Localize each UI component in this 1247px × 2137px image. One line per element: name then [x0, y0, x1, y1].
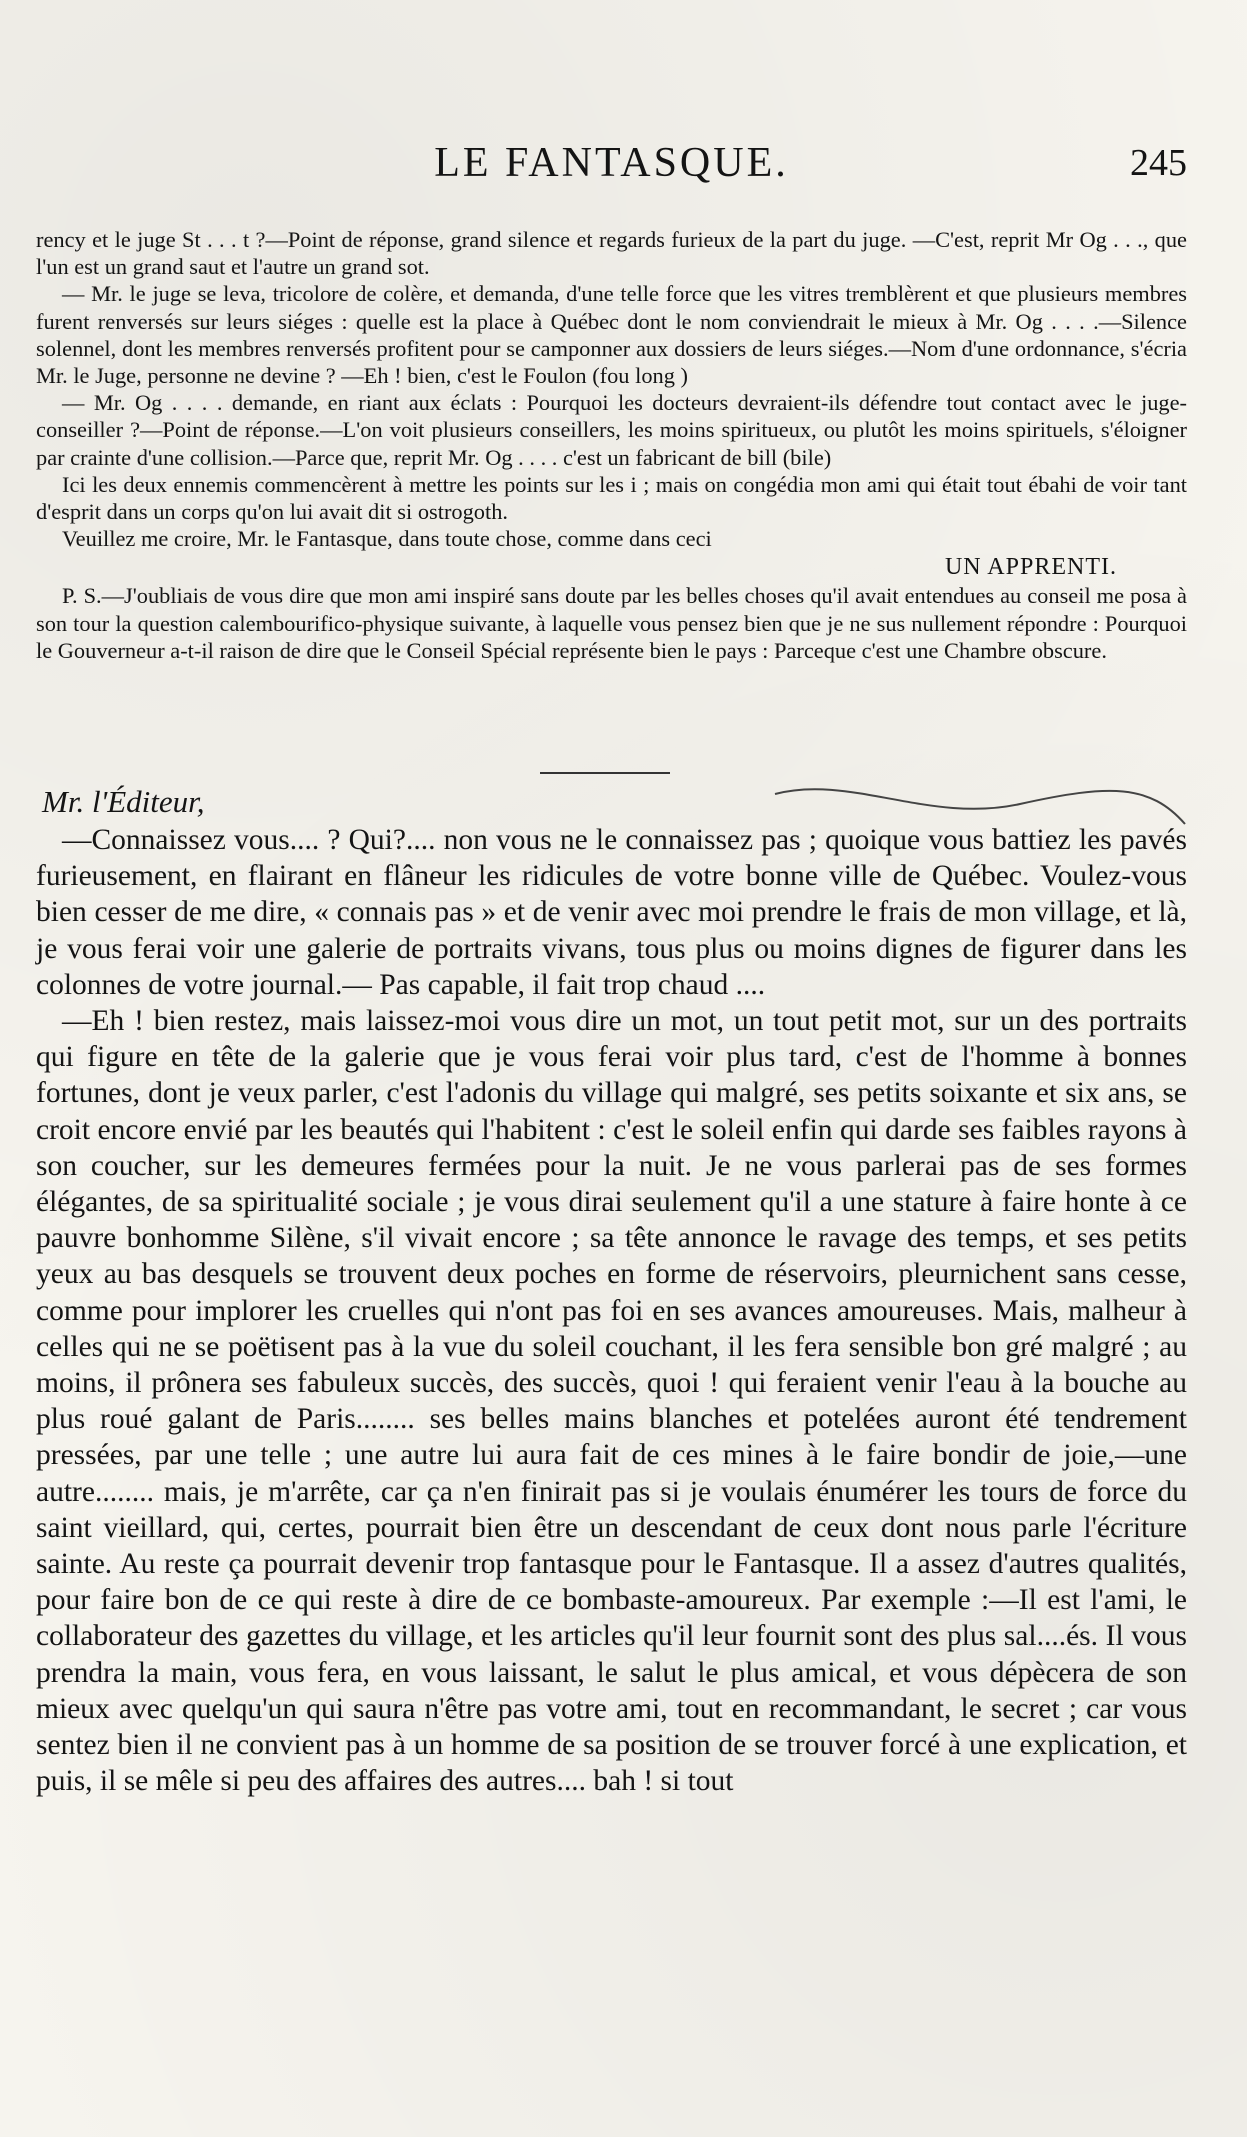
paragraph: Ici les deux ennemis commencèrent à mettre les points sur les i ; mais on congédia mon ami qui était tout ébahi de voir tant d'esprit dans un corps qu'on lui avait dit si ostrogoth. [36, 471, 1187, 525]
paragraph: — Mr. le juge se leva, tricolore de colère, et demanda, d'une telle force que les vitres tremblèrent et que plusieurs membres furent renversés sur leurs siéges : quelle est la place à Québec dont le nom conviendrait le mieux à Mr. Og . . . .—Silence solennel, dont les membres renversés profitent pour se camponner aux dossiers de leurs siéges.—Nom d'une ordonnance, s'écria Mr. le Juge, personne ne devine ? —Eh ! bien, c'est le Foulon (fou long ) [36, 281, 1187, 389]
paragraph: —Connaissez vous.... ? Qui?.... non vous ne le connaissez pas ; quoique vous battiez les pavés furieusement, en flairant en flâneur les ridicules de votre bonne ville de Québec. Voulez-vous bien cesser de me dire, « connais pas » et de venir avec moi prendre le frais de mon village, et là, je vous ferai voir une galerie de portraits vivans, tous plus ou moins dignes de figurer dans les colonnes de votre journal.— Pas capable, il fait trop chaud .... [36, 824, 1187, 1001]
running-head [36, 138, 1187, 188]
paragraph: — Mr. Og . . . . demande, en riant aux éclats : Pourquoi les docteurs devraient-ils défendre tout contact avec le juge-conseiller ?—Point de réponse.—L'on voit plusieurs conseillers, les moins spiritueux, ou plutôt les moins spirituels, s'éloigner par crainte d'une collision.—Parce que, reprit Mr. Og . . . . c'est un fabricant de bill (bile) [36, 390, 1187, 470]
paragraph: —Eh ! bien restez, mais laissez-moi vous dire un mot, un tout petit mot, sur un des portraits qui figure en tête de la galerie que je vous ferai voir plus tard, c'est de l'homme à bonnes fortunes, dont je veux parler, c'est l'adonis du village qui malgré, ses petits soixante et six ans, se croit encore envié par les beautés qui l'habitent : c'est le soleil enfin qui darde ses faibles rayons à son coucher, sur les demeures fermées pour la nuit. Je ne vous parlerai pas de ses formes élégantes, de sa spiritualité sociale ; je vous dirai seulement qu'il a une stature à faire honte à ce pauvre bonhomme Silène, s'il vivait encore ; sa tête annonce le ravage des temps, et ses petits yeux au bas desquels se trouvent deux poches en forme de réservoirs, pleurnichent sans cesse, comme pour implorer les cruelles qui n'ont pas foi en ses avances amoureuses. Mais, malheur à celles qui ne se poëtisent pas à la vue du soleil couchant, il les fera sensible bon gré malgré ; au moins, il prônera ses fabuleux succès, des succès, quoi ! qui feraient venir l'eau à la bouche au plus roué galant de Paris........ ses belles mains blanches et potelées auront été tendrement pressées, par une telle ; une autre lui aura fait de ces mines à le faire bondir de joie,—une autre........ mais, je m'arrête, car ça n'en finirait pas si je voulais énumérer les tours de force du saint vieillard, qui, certes, pourrait bien être un descendant de ceux dont nous parle l'écriture sainte. Au reste ça pourrait devenir trop fantasque pour le Fantasque. Il a assez d'autres qualités, pour faire bon de ce qui reste à dire de ce bombaste-amoureux. Par exemple :—Il est l'ami, le collaborateur des gazettes du village, et les articles qu'il leur fournit sont des plus sal....és. Il vous prendra la main, vous fera, en vous laissant, le salut le plus amical, et vous dépècera de son mieux avec quelqu'un qui saura n'être pas votre ami, tout en recommandant, le secret ; car vous sentez bien il ne convient pas à un homme de sa position de se trouver forcé à une explication, et puis, il se mêle si peu des affaires des autres.... bah ! si tout [36, 1005, 1187, 1798]
postscript: P. S.—J'oubliais de vous dire que mon ami inspiré sans doute par les belles choses qu'il avait entendues au conseil me posa à son tour la question calembourifico-physique suivante, à laquelle vous pensez bien que je ne sus nullement répondre : Pourquoi le Gouverneur a-t-il raison de dire que le Conseil Spécial représente bien le pays : Parceque c'est une Chambre obscure. [36, 583, 1187, 663]
running-title: LE FANTASQUE. [434, 140, 789, 186]
paragraph: rency et le juge St . . . t ?—Point de réponse, grand silence et regards furieux de la part du juge. —C'est, reprit Mr Og . . ., que l'un est un grand saut et l'autre un grand sot. [36, 227, 1187, 280]
signature: UN APPRENTI. [944, 554, 1117, 581]
section-divider [540, 772, 670, 774]
first-letter [36, 226, 1187, 664]
page-number: 245 [1130, 142, 1187, 184]
salutation: Mr. l'Éditeur, [42, 784, 205, 819]
second-letter [36, 822, 1187, 1799]
paragraph: Veuillez me croire, Mr. le Fantasque, dans toute chose, comme dans ceci [62, 526, 712, 552]
